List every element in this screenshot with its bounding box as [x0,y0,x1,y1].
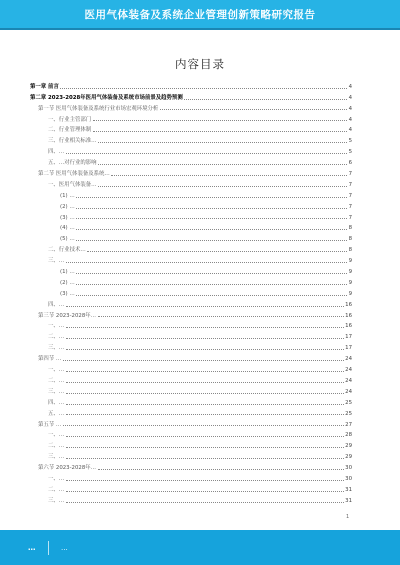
toc-entry[interactable] [30,133,352,144]
toc-entry-page: 30 [345,475,352,482]
toc-entry[interactable] [30,90,352,101]
toc-entry-page: 24 [345,377,352,384]
toc-entry-page: 5 [348,138,352,145]
toc-title: 内容目录 [175,57,225,71]
table-of-contents [30,79,352,504]
toc-dot-leader [184,99,347,100]
toc-entry[interactable] [30,177,352,188]
toc-entry[interactable] [30,308,352,319]
toc-entry[interactable] [30,275,352,286]
report-header-banner [0,0,400,28]
toc-entry-label: (4) … [60,225,75,232]
toc-dot-leader [66,338,344,339]
toc-entry[interactable] [30,417,352,428]
toc-entry[interactable] [30,362,352,373]
toc-dot-leader [66,393,344,394]
toc-entry-label: 四、… [48,399,65,406]
toc-dot-leader [98,316,344,317]
toc-entry[interactable] [30,264,352,275]
toc-dot-leader [66,371,344,372]
toc-entry[interactable] [30,242,352,253]
toc-dot-leader [93,131,347,132]
toc-dot-leader [66,306,344,307]
toc-entry-label: 二、… [48,334,65,341]
toc-dot-leader [66,436,344,437]
toc-entry-label: 五、…对行业的影响 [48,160,97,167]
toc-dot-leader [66,447,344,448]
toc-entry-label: 第三节 2023-2028年… [38,312,97,319]
toc-entry[interactable] [30,406,352,417]
toc-dot-leader [93,120,347,121]
toc-entry[interactable] [30,428,352,439]
toc-dot-leader [160,109,347,110]
toc-entry-page: 24 [345,388,352,395]
toc-dot-leader [76,218,347,219]
toc-entry-label: 一、医用气体装备… [48,181,97,188]
toc-entry-page: 27 [345,421,352,428]
toc-dot-leader [66,502,344,503]
toc-entry[interactable] [30,438,352,449]
toc-entry-page: 9 [348,290,352,297]
toc-entry[interactable] [30,471,352,482]
toc-entry[interactable] [30,319,352,330]
toc-entry-page: 7 [348,214,352,221]
toc-entry[interactable] [30,384,352,395]
footer-banner [0,530,400,565]
toc-entry-label: 二、行业技术… [48,247,86,254]
toc-entry-page: 16 [345,323,352,330]
toc-entry-page: 31 [345,497,352,504]
toc-entry-page: 4 [348,105,352,112]
toc-dot-leader [98,142,347,143]
toc-entry[interactable] [30,231,352,242]
toc-dot-leader [66,349,344,350]
toc-entry-page: 8 [348,247,352,254]
toc-dot-leader [76,197,347,198]
toc-entry-label: 三、… [48,345,65,352]
toc-dot-leader [66,404,344,405]
toc-entry[interactable] [30,101,352,112]
toc-entry-label: 二、… [48,443,65,450]
toc-entry-label: 一、… [48,367,65,374]
toc-entry-page: 24 [345,356,352,363]
toc-entry-label: 三、… [48,497,65,504]
toc-dot-leader [63,360,344,361]
toc-entry[interactable] [30,123,352,134]
toc-entry[interactable] [30,155,352,166]
toc-entry-page: 16 [345,301,352,308]
toc-entry[interactable] [30,493,352,504]
toc-entry-page: 4 [348,127,352,134]
toc-dot-leader [76,273,347,274]
toc-dot-leader [98,469,344,470]
toc-dot-leader [76,229,347,230]
toc-dot-leader [66,262,347,263]
toc-entry-page: 7 [348,181,352,188]
toc-dot-leader [76,240,347,241]
toc-entry[interactable] [30,482,352,493]
toc-entry-label: 一、… [48,432,65,439]
toc-entry-label: 第四节 … [38,356,62,363]
toc-entry-page: 7 [348,171,352,178]
toc-entry-label: 第二章 2023-2028年医用气体装备及系统市场前景及趋势预测 [30,94,183,101]
toc-entry-label: 一、… [48,323,65,330]
toc-entry-label: (1) … [60,192,75,199]
toc-dot-leader [63,425,344,426]
toc-entry[interactable] [30,188,352,199]
footer-separator [48,541,49,555]
toc-entry[interactable] [30,351,352,362]
toc-entry-page: 24 [345,367,352,374]
page-number: 1 [346,514,350,520]
toc-entry-label: 四、… [48,149,65,156]
toc-entry-page: 31 [345,486,352,493]
footer-slogan: … [28,543,36,552]
toc-entry[interactable] [30,166,352,177]
toc-entry-page: 6 [348,160,352,167]
toc-entry-label: (5) … [60,236,75,243]
toc-entry-page: 30 [345,465,352,472]
toc-entry[interactable] [30,460,352,471]
toc-entry[interactable] [30,210,352,221]
toc-dot-leader [98,164,347,165]
toc-dot-leader [87,251,347,252]
toc-dot-leader [66,414,344,415]
toc-entry[interactable] [30,329,352,340]
toc-dot-leader [111,175,347,176]
toc-dot-leader [66,480,344,481]
toc-entry-page: 8 [348,225,352,232]
toc-entry[interactable] [30,79,352,90]
toc-dot-leader [66,491,344,492]
toc-entry-label: 二、… [48,377,65,384]
toc-entry[interactable] [30,373,352,384]
toc-entry[interactable] [30,340,352,351]
toc-entry-page: 8 [348,236,352,243]
toc-entry-page: 9 [348,279,352,286]
toc-dot-leader [66,458,344,459]
toc-entry-label: 第二节 医用气体装备及系统… [38,171,110,178]
toc-entry[interactable] [30,395,352,406]
toc-entry-label: (3) … [60,290,75,297]
toc-entry-page: 29 [345,443,352,450]
toc-entry-page: 7 [348,192,352,199]
toc-dot-leader [66,153,347,154]
toc-entry-page: 4 [348,116,352,123]
toc-entry-label: 一、行业主管部门 [48,116,92,123]
toc-entry[interactable] [30,199,352,210]
toc-entry-page: 17 [345,345,352,352]
toc-entry-label: 三、行业相关标准… [48,138,97,145]
toc-entry-page: 9 [348,258,352,265]
toc-dot-leader [76,284,347,285]
toc-entry[interactable] [30,286,352,297]
toc-entry-page: 25 [345,410,352,417]
toc-entry-label: 二、行业管理体制 [48,127,92,134]
toc-entry[interactable] [30,449,352,460]
toc-entry-page: 29 [345,454,352,461]
footer-service-list: … [61,543,69,552]
toc-entry-page: 4 [348,83,352,90]
toc-entry-page: 4 [348,94,352,101]
toc-entry-page: 9 [348,269,352,276]
toc-entry-label: (3) … [60,214,75,221]
toc-entry-label: (2) … [60,279,75,286]
toc-entry-label: 二、… [48,486,65,493]
toc-dot-leader [76,208,347,209]
toc-entry-page: 17 [345,334,352,341]
toc-entry-label: 三、… [48,388,65,395]
toc-entry-label: 第一章 前言 [30,83,59,90]
header-divider [0,28,400,30]
toc-dot-leader [66,382,344,383]
toc-entry-page: 16 [345,312,352,319]
toc-entry-page: 7 [348,203,352,210]
toc-entry-label: 一、… [48,475,65,482]
toc-entry[interactable] [30,112,352,123]
toc-entry-label: 四、… [48,301,65,308]
toc-entry-label: 第一节 医用气体装备及系统行业市场宏观环境分析 [38,105,159,112]
toc-entry-page: 28 [345,432,352,439]
toc-entry-label: 第五节 … [38,421,62,428]
toc-dot-leader [98,186,347,187]
toc-entry[interactable] [30,221,352,232]
toc-entry[interactable] [30,297,352,308]
toc-entry-label: 三、… [48,258,65,265]
toc-dot-leader [76,295,347,296]
toc-entry[interactable] [30,144,352,155]
report-title: 医用气体装备及系统企业管理创新策略研究报告 [84,8,316,21]
toc-entry[interactable] [30,253,352,264]
toc-entry-label: 第六节 2023-2028年… [38,465,97,472]
toc-entry-label: (1) … [60,269,75,276]
toc-entry-page: 5 [348,149,352,156]
toc-entry-label: (2) … [60,203,75,210]
toc-entry-page: 25 [345,399,352,406]
toc-entry-label: 三、… [48,454,65,461]
toc-dot-leader [60,88,347,89]
toc-entry-label: 五、… [48,410,65,417]
toc-dot-leader [66,327,344,328]
